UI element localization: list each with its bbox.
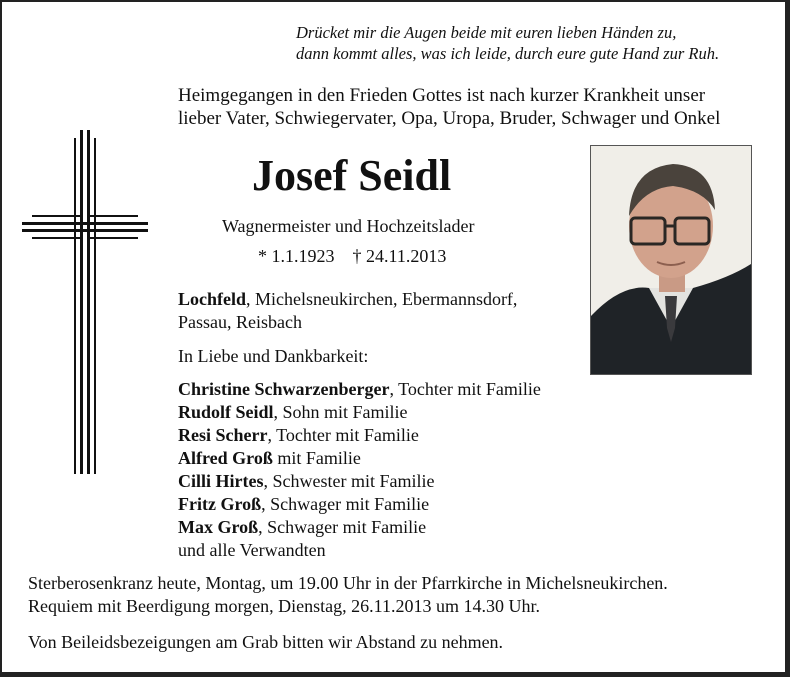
list-item: [178, 378, 541, 401]
relatives-line: und alle Verwandten: [178, 540, 326, 560]
mourner-name: Alfred Groß: [178, 448, 273, 468]
mourner-name: Rudolf Seidl: [178, 402, 274, 422]
mourner-name: Fritz Groß: [178, 494, 262, 514]
mourner-relation: , Schwager mit Familie: [258, 517, 427, 537]
list-item: [178, 424, 541, 447]
portrait-photo: [590, 145, 752, 375]
requiem-line: Requiem mit Beerdigung morgen, Dienstag, 26.11.2013 um 14.30 Uhr.: [28, 596, 540, 616]
place-home: Lochfeld: [178, 289, 247, 309]
portrait-image: [591, 146, 751, 374]
mourner-relation: mit Familie: [272, 448, 361, 468]
motto-line-2: dann kommt alles, was ich leide, durch eure gute Hand zur Ruh.: [296, 44, 720, 63]
mourner-name: Cilli Hirtes: [178, 471, 264, 491]
mourner-relation: , Tochter mit Familie: [389, 379, 541, 399]
mourner-relation: , Sohn mit Familie: [273, 402, 408, 422]
places-rest: , Michelsneukirchen, Ebermannsdorf,: [246, 289, 518, 309]
places-line-1: [178, 288, 517, 311]
life-dates: [258, 246, 446, 267]
mourner-relation: , Schwager mit Familie: [261, 494, 430, 514]
deceased-profession: Wagnermeister und Hochzeitslader: [222, 216, 475, 236]
deceased-name: Josef Seidl: [252, 151, 452, 200]
mourner-name: Christine Schwarzenberger: [178, 379, 390, 399]
intro-line-2: lieber Vater, Schwiegervater, Opa, Uropa, Bruder, Schwager und Onkel: [178, 108, 721, 129]
places-list: [178, 288, 517, 334]
motto-verse: [296, 22, 719, 64]
places-line-2: Passau, Reisbach: [178, 312, 302, 332]
service-info: [28, 572, 668, 618]
rosary-line: Sterberosenkranz heute, Montag, um 19.00 Uhr in der Pfarrkirche in Michelsneukirchen.: [28, 573, 668, 593]
birth-date: * 1.1.1923: [258, 246, 335, 266]
intro-text: [178, 84, 720, 130]
list-item: [178, 493, 541, 516]
mourner-name: Resi Scherr: [178, 425, 268, 445]
intro-line-1: Heimgegangen in den Frieden Gottes ist nach kurzer Krankheit unser: [178, 85, 706, 106]
thanks-line: In Liebe und Dankbarkeit:: [178, 346, 369, 366]
motto-line-1: Drücket mir die Augen beide mit euren lieben Händen zu,: [296, 23, 677, 42]
cross-icon: [22, 130, 148, 474]
mourner-relation: , Tochter mit Familie: [267, 425, 419, 445]
death-date: † 24.11.2013: [352, 246, 447, 266]
mourner-name: Max Groß: [178, 517, 259, 537]
mourners-list: [178, 378, 541, 562]
condolence-note: Von Beileidsbezeigungen am Grab bitten wir Abstand zu nehmen.: [28, 632, 504, 652]
list-item: [178, 447, 541, 470]
list-item: [178, 516, 541, 539]
mourner-relation: , Schwester mit Familie: [263, 471, 435, 491]
list-item: [178, 401, 541, 424]
list-item: [178, 470, 541, 493]
